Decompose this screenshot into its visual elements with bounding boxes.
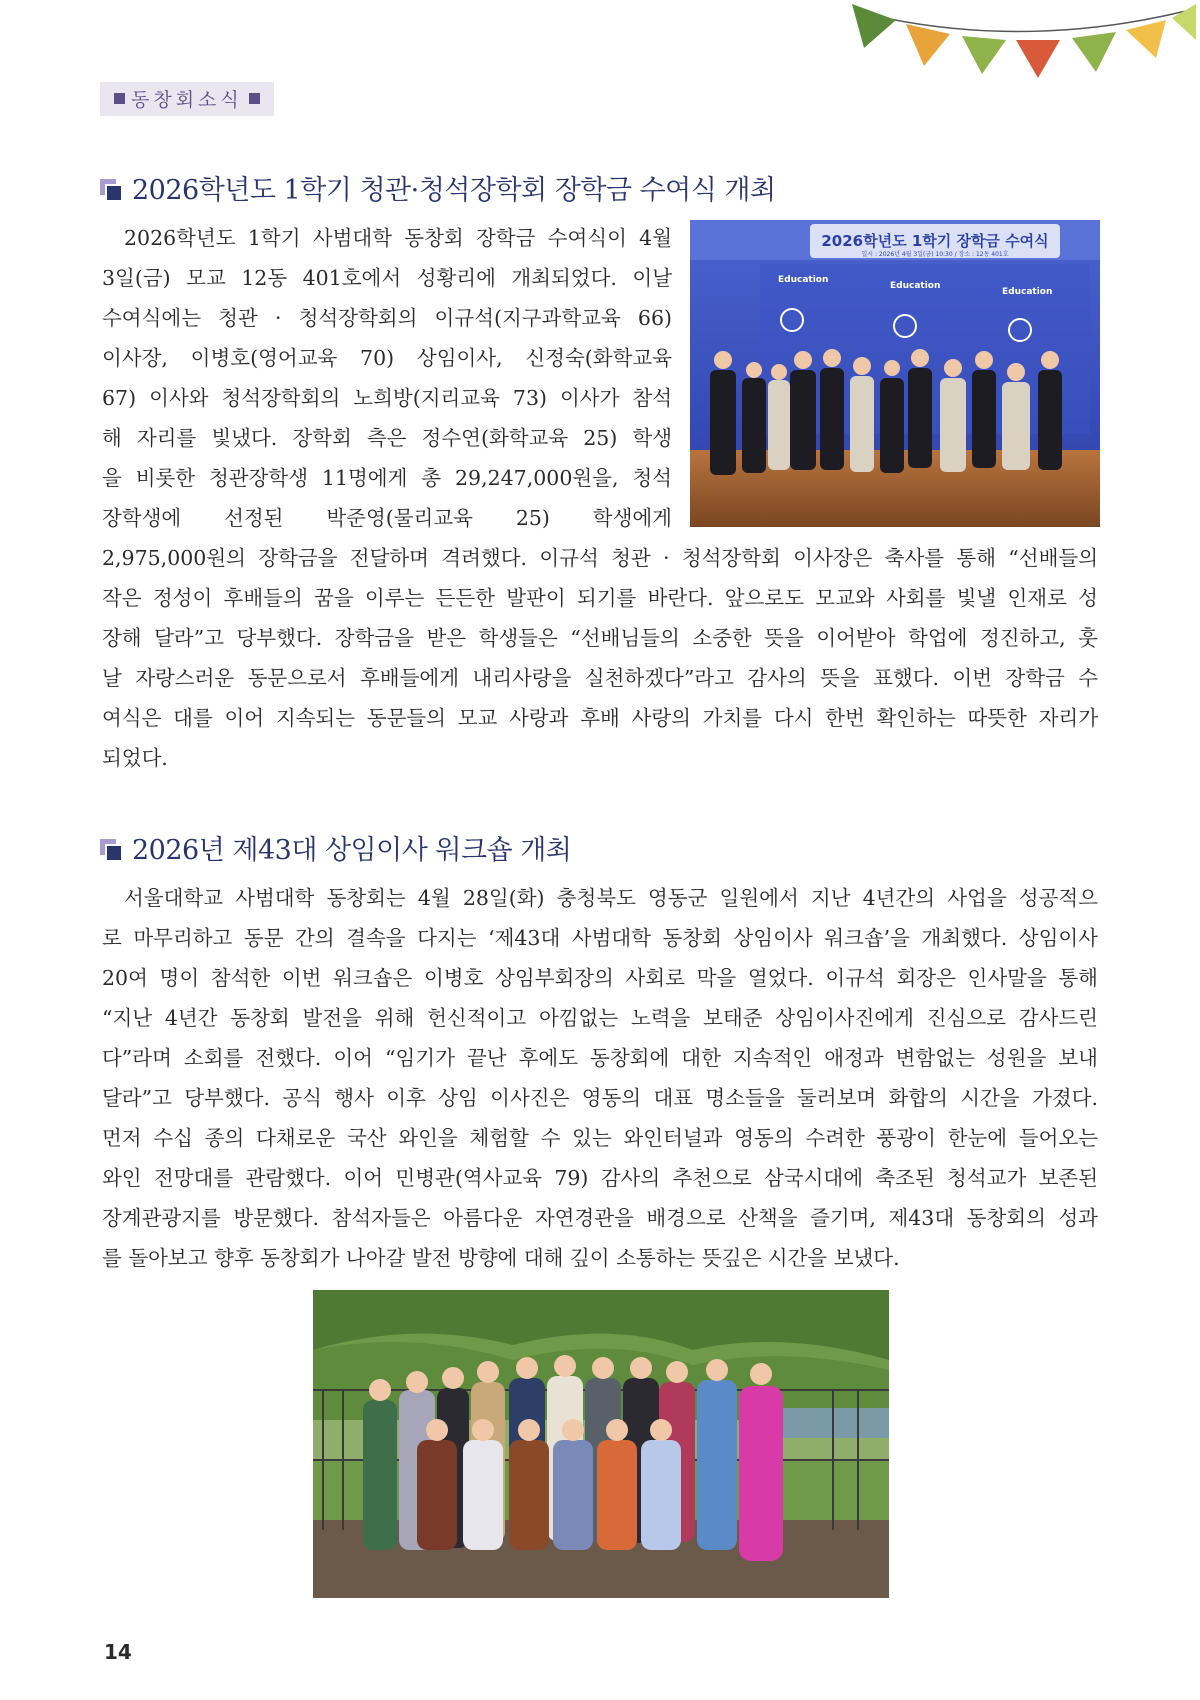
body-line: 먼저 수십 종의 다채로운 국산 와인을 체험할 수 있는 와인터널과 영동의 수려한 풍광이 한눈에 들어오는 xyxy=(102,1126,1098,1150)
group-people xyxy=(363,1355,783,1561)
body-line: 작은 정성이 후배들의 꿈을 이루는 든든한 발판이 되기를 바란다. 앞으로도 모교와 사회를 빛낼 인재로 성 xyxy=(102,586,1098,610)
body-line: 을 비롯한 청관장학생 11명에게 총 29,247,000원을, 청석 xyxy=(102,466,672,490)
body-line: 다”라며 소회를 전했다. 이어 “임기가 끝난 후에도 동창회에 대한 지속적인 애정과 변함없는 성원을 보내 xyxy=(102,1046,1098,1070)
body-line: 여식은 대를 이어 지속되는 동문들의 모교 사랑과 후배 사랑의 가치를 다시 한번 확인하는 따뜻한 자리가 xyxy=(102,706,1098,730)
banner-title: 2026학년도 1학기 장학금 수여식 xyxy=(821,232,1049,250)
body-line: 이사장, 이병호(영어교육 70) 상임이사, 신정숙(화학교육 xyxy=(102,346,672,370)
body-line: 서울대학교 사범대학 동창회는 4월 28일(화) 충청북도 영동군 일원에서 지난 4년간의 사업을 성공적으 xyxy=(124,886,1098,910)
heading-square-icon xyxy=(100,839,122,861)
body-line: “지난 4년간 동창회 발전을 위해 헌신적이고 아낌없는 노력을 보태준 상임이사진에게 진심으로 감사드린 xyxy=(102,1006,1098,1030)
body-line: 장해 달라”고 당부했다. 장학금을 받은 학생들은 “선배님들의 소중한 뜻을 이어받아 학업에 정진하고, 훗 xyxy=(102,626,1098,650)
ceremony-photo xyxy=(690,220,1100,527)
body-line: 와인 전망대를 관람했다. 이어 민병관(역사교육 79) 감사의 추천으로 삼국시대에 축조된 청석교가 보존된 xyxy=(102,1166,1098,1190)
body-line: 달라”고 당부했다. 공식 행사 이후 상임 이사진은 영동의 대표 명소들을 둘러보며 화합의 시간을 가졌다. xyxy=(102,1086,1098,1110)
bunting-flag xyxy=(1126,20,1166,58)
body-line: 장계관광지를 방문했다. 참석자들은 아름다운 자연경관을 배경으로 산책을 즐기며, 제43대 동창회의 성과 xyxy=(102,1206,1098,1230)
body-line: 3일(금) 모교 12동 401호에서 성황리에 개최되었다. 이날 xyxy=(102,266,672,290)
body-line: 해 자리를 빛냈다. 장학회 측은 정수연(화학교육 25) 학생 xyxy=(102,426,672,450)
workshop-group-photo xyxy=(313,1290,889,1598)
bunting-flag xyxy=(1072,32,1116,72)
body-line: 를 돌아보고 향후 동창회가 나아갈 발전 방향에 대해 깊이 소통하는 뜻깊은 시간을 보냈다. xyxy=(102,1246,900,1270)
section-tag-label: 동창회소식 xyxy=(131,89,243,111)
body-line: 수여식에는 청관 · 청석장학회의 이규석(지구과학교육 66) xyxy=(102,306,672,330)
body-line: 로 마무리하고 동문 간의 결속을 다지는 ‘제43대 사범대학 동창회 상임이사 워크숍’을 개최했다. 상임이사 xyxy=(102,926,1098,950)
body-line: 67) 이사와 청석장학회의 노희방(지리교육 73) 이사가 참석 xyxy=(102,386,672,410)
bunting-flag xyxy=(1016,40,1060,78)
bunting-flag xyxy=(962,36,1006,74)
body-line: 2026학년도 1학기 사범대학 동창회 장학금 수여식이 4월 xyxy=(124,226,672,250)
body-line: 2,975,000원의 장학금을 전달하며 격려했다. 이규석 청관 · 청석장학회 이사장은 축사를 통해 “선배들의 xyxy=(102,546,1098,570)
body-line: 되었다. xyxy=(102,746,168,770)
bunting-decoration xyxy=(840,0,1200,95)
article1-heading xyxy=(100,168,776,207)
article2-heading xyxy=(100,828,571,867)
bunting-flag xyxy=(906,24,950,66)
square-icon xyxy=(114,93,125,104)
heading-square-icon xyxy=(100,179,122,201)
panel-label: Education xyxy=(778,275,829,285)
panel-label: Education xyxy=(890,281,941,291)
bunting-flag xyxy=(852,4,896,48)
article1-title: 2026학년도 1학기 청관·청석장학회 장학금 수여식 개최 xyxy=(132,175,776,206)
article2-title: 2026년 제43대 상임이사 워크숍 개최 xyxy=(132,835,572,866)
panel-label: Education xyxy=(1002,287,1053,297)
banner-subtitle: 일시 : 2026년 4월 3일(금) 10:30 / 장소 : 12동 401호 xyxy=(861,251,1009,258)
body-line: 20여 명이 참석한 이번 워크숍은 이병호 상임부회장의 사회로 막을 열었다. 이규석 회장은 인사말을 통해 xyxy=(102,966,1098,990)
body-line: 장학생에 선정된 박준영(물리교육 25) 학생에게 xyxy=(102,506,672,530)
bunting-flag xyxy=(1172,4,1196,40)
page-number: 14 xyxy=(104,1640,132,1664)
section-tag xyxy=(100,82,274,116)
square-icon xyxy=(249,93,260,104)
body-line: 날 자랑스러운 동문으로서 후배들에게 내리사랑을 실천하겠다”라고 감사의 뜻을 표했다. 이번 장학금 수 xyxy=(102,666,1098,690)
